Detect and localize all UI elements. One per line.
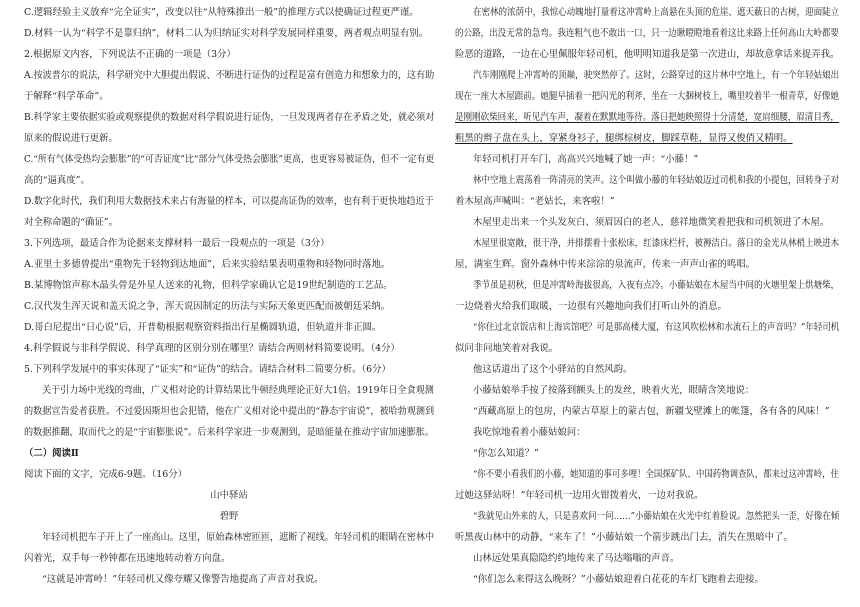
question-3: 3.下列选项，最适合作为论据来支撑材料一最后一段观点的一项是（3分） — [24, 238, 330, 249]
story-paragraph: 他这话道出了这个小驿站的自然风韵。 — [473, 364, 633, 375]
story-paragraph: 小藤姑娘举手按了按落到额头上的发丝，映着火光，眼睛含笑地说： — [473, 385, 755, 396]
underlined-passage: 粗黑的辫子盘在头上，穿紧身衫子，腿绑棕树皮，脚踩草鞋，显得又俊俏又精明。 — [455, 133, 793, 144]
q2-option-b-cont: 原来的假说进行更新。 — [24, 133, 118, 144]
q2-option-d-cont: 对全称命题的“确证”。 — [24, 217, 118, 228]
story-paragraph: 木屋里走出来一个头发灰白、须眉因白的老人，慈祥地微笑着把我和司机领进了木屋。 — [473, 217, 830, 228]
q2-option-a: A.按波普尔的说法，科学研究中大胆提出假说、不断进行证伪的过程是富有创造力和想象力的，这有助 — [24, 70, 435, 81]
q5-material: 关于引力场中光线的弯曲，广义相对论的计算结果比牛顿经典理论正好大1倍。1919年日全食观测 — [42, 385, 434, 396]
story-paragraph: 林中空地上震荡着一阵清亮的笑声。这个叫做小藤的年轻姑娘迈过司机和我的小提包，回转身子对 — [473, 175, 840, 186]
story-paragraph: 山林远处果真隐隐约约地传来了马达嗡嗡的声音。 — [473, 553, 680, 564]
story-author: 碧野 — [219, 511, 239, 522]
option-c-q1: C.逻辑经验主义放弃“完全证实”，改变以往“从特殊推出一般”的推理方式以使确证过程更严谨。 — [24, 7, 419, 18]
question-5: 5.下列科学发展中的事实体现了“证实”和“证伪”的结合。请结合材料二简要分析。（6分） — [24, 364, 391, 375]
story-paragraph-cont: 屋，满室生辉。窗外森林中传来淙淙的泉流声，传来一声声山雀的鸣唱。 — [455, 259, 756, 270]
story-paragraph-cont: 似问非问地笑着对我说。 — [455, 343, 559, 354]
story-paragraph-cont: 过她这驿站呀！”年轻司机一边用火钳拨着火，一边对我说。 — [455, 490, 704, 501]
q3-option-a: A.亚里士多德曾提出“重物先于轻物到达地面”，后来实验结果表明重物和轻物同时落地。 — [24, 259, 391, 270]
q2-option-b: B.科学家主要依据实验或观察提供的数据对科学假说进行证伪，一旦发现两者存在矛盾之处，就必须对 — [24, 112, 435, 123]
story-paragraph: “我就见山外来的人，只是喜欢问一问……”小藤姑娘在火光中红着脸说。忽然把头一歪，好像在倾 — [473, 511, 840, 522]
story-paragraph: 木屋里很宽敞，很干净，并排摆着十张松床，红漆床栏杆，被褥洁白。落日的金光从林梢上映进木 — [473, 238, 840, 249]
story-paragraph-cont: 着木屋高声喊叫：“老姑长，来客啦！” — [455, 196, 615, 207]
story-title: 山中驿站 — [210, 490, 248, 501]
reading-instruction: 阅读下面的文字，完成6-9题。（16分） — [24, 469, 187, 480]
q3-option-d: D.哥白尼提出“日心说”后，开普勒根据观察资料指出行星椭圆轨道，但轨道并非正圆。 — [24, 322, 382, 333]
section-heading: （二）阅读Ⅱ — [24, 448, 79, 459]
q2-option-d: D.数字化时代，我们利用大数据技术来占有海量的样本，可以提高证伪的效率，也有利于更快地趋近于 — [24, 196, 434, 207]
story-paragraph: 汽车刚刚爬上冲霄岭的顶巅，驶突然停了。这时，公路穿过的这片林中空地上，有一个年轻姑娘出 — [473, 70, 840, 81]
story-paragraph: 季节虽是初秋，但是冲霄岭海拔很高，入夜有点冷。小藤姑娘在木屋当中间的火塘里架上烘塘柴， — [473, 280, 840, 291]
question-4: 4.科学假说与非科学假说、科学真理的区别分别在哪里？请结合两则材料简要说明。（4分） — [24, 343, 400, 354]
question-2: 2.根据原文内容，下列说法不正确的一项是（3分） — [24, 49, 236, 60]
option-d-q1: D.材料一认为“科学不是靠归纳”，材料二认为归纳证实对科学发展同样重要，两者观点明显有别。 — [24, 28, 429, 39]
q5-material-cont: 的数据推翻，取而代之的是“宇宙膨胀说”。后来科学家进一步观测到，是暗能量在推动宇宙加速膨胀。 — [24, 427, 435, 438]
story-paragraph: 年轻司机打开车门，高高兴兴地喊了她一声：“小藤！” — [473, 154, 699, 165]
story-paragraph-cont: 险恶的道路，一边在心里佩服年轻司机，他明明知道我是第一次进山，却故意拿话来捉弄我。 — [455, 49, 840, 60]
story-paragraph-cont: 听黑夜山林中的动静，“来车了！”小藤姑娘一个箭步跳出门去，消失在黑暗中了。 — [455, 532, 793, 543]
story-paragraph: “西藏高原上的包房，内蒙古草原上的蒙古包，新疆戈壁滩上的帐篷，各有各的风味！” — [473, 406, 830, 417]
q2-option-c: C.“所有气体受热均会膨胀”的“可否证度”比“部分气体受热会膨胀”更高，也更容易被证伪，但不一定有更 — [24, 154, 435, 165]
q3-option-b: B.某博物馆声称木晶头骨是外星人送来的礼物，但科学家确认它是19世纪制造的工艺品。 — [24, 280, 393, 291]
story-paragraph: 年轻司机把车子开上了一座高山。这里，原始森林密匝匝，遮断了视线。年轻司机的眼睛在密林中 — [42, 532, 435, 543]
story-paragraph: “你们怎么来得这么晚呀？”小藤姑娘迎着白花花的车灯飞跑着去迎接。 — [473, 574, 764, 585]
q3-option-c: C.汉代发生浑天说和盖天说之争，浑天说因制定的历法与实际天象更匹配而被朝廷采纳。 — [24, 301, 391, 312]
story-paragraph: “你住过北京饭店和上海宾馆吧？可是那高楼大厦，有这风吹松林和水流石上的声音吗？”年轻司机 — [473, 322, 840, 333]
q2-option-c-cont: 高的“逼真度”。 — [24, 175, 90, 186]
story-paragraph: 在密林的浓荫中，我惊心动魄地打量着这冲霄岭上高悬在头顶的危崖、遮天蔽日的古树，迎面陡立 — [473, 7, 840, 18]
story-paragraph-cont: 一边烧着火给我们取暖，一边很有兴趣地向我们打听山外的消息。 — [455, 301, 727, 312]
story-paragraph-cont: 现在一座大木屋跟前。她腿早插着一把闪光的利斧，坐在一大捆树枝上，嘴里咬着半一根青草，好像她 — [455, 91, 839, 102]
story-paragraph-cont: 闪着光，双手每一秒钟都在迅速地转动着方向盘。 — [24, 553, 231, 564]
story-paragraph: “你怎么知道？” — [473, 448, 539, 459]
story-paragraph: “你不要小看我们的小藤，她知道的事可多哩！全国探矿队、中国药物调查队，都来过这冲霄岭，住 — [473, 469, 839, 480]
q5-material-cont: 的数据宣告爱者获胜。不过爱因斯坦也会犯错，他在广义相对论中提出的“静态宇宙说”，被哈勃观测到 — [24, 406, 435, 417]
q2-option-a-cont: 于解释“科学革命”。 — [24, 91, 109, 102]
underlined-passage: 是刚刚砍柴回来，听见汽车声，凝着在默默地等待。落日把她映照得十分清楚，宽肩细腰，眉清目秀， — [455, 112, 839, 123]
story-paragraph: 我吃惊地看着小藤姑娘问： — [473, 427, 586, 438]
story-paragraph-cont: 的公路，出没无常的急弯。我连粗气也不敢出一口，只一边瞅瞪瞪地看着这比来路上任何高山大岭都要 — [455, 28, 839, 39]
story-paragraph: “这就是冲霄岭！”年轻司机又像夸耀又像警告地提高了声音对我说。 — [42, 574, 324, 585]
